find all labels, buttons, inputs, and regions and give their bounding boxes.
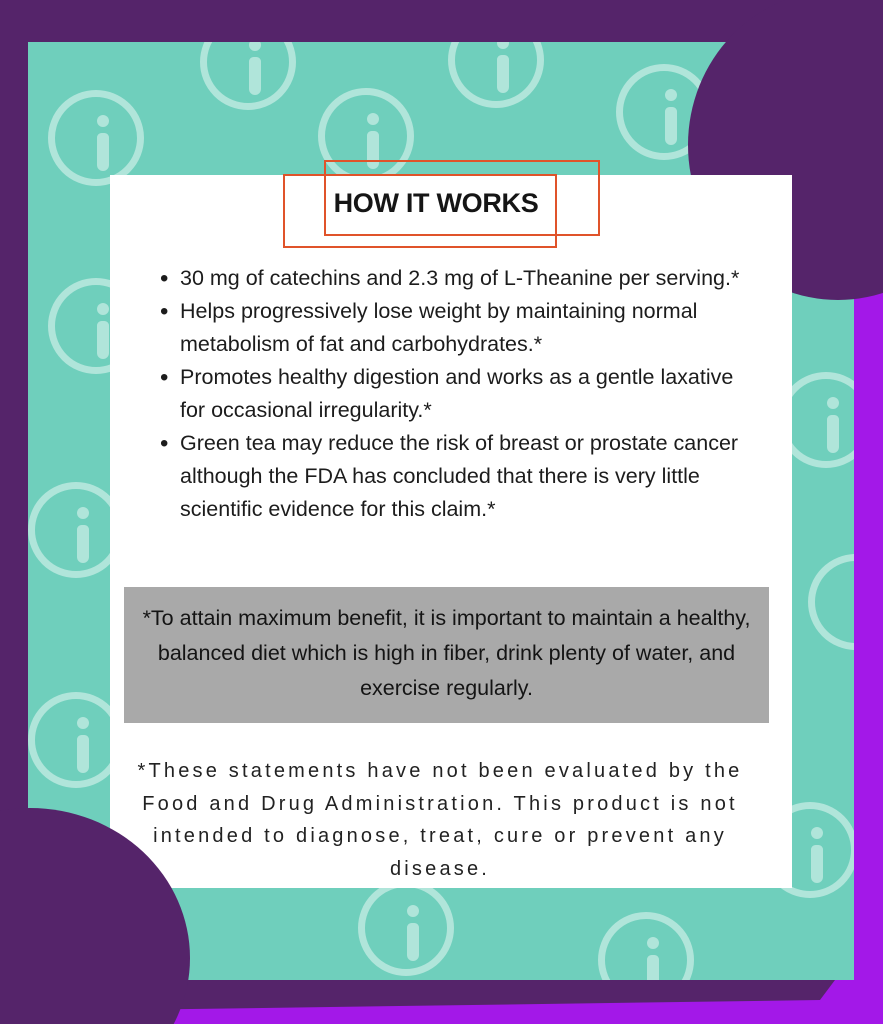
info-icon (48, 90, 144, 186)
list-item: • Green tea may reduce the risk of breast or prostate cancer although the FDA has concluded that there is very little scientific evidence for this claim.* (160, 427, 760, 526)
info-icon (448, 42, 544, 108)
benefit-note: *To attain maximum benefit, it is important to maintain a healthy, balanced diet which is high in fiber, drink plenty of water, and exercise regularly. (124, 587, 769, 723)
info-icon (358, 880, 454, 976)
list-item: • Promotes healthy digestion and works as a gentle laxative for occasional irregularity.* (160, 361, 760, 427)
info-icon (598, 912, 694, 980)
list-item: • Helps progressively lose weight by maintaining normal metabolism of fat and carbohydrates.* (160, 295, 760, 361)
info-icon (808, 554, 854, 650)
fda-disclaimer: *These statements have not been evaluated by the Food and Drug Administration. This product is not intended to diagnose, treat, cure or prevent any disease. (137, 760, 743, 880)
list-item: • 30 mg of catechins and 2.3 mg of L-Theanine per serving.* (160, 262, 760, 295)
page-title: HOW IT WORKS (333, 188, 539, 218)
benefits-list (160, 262, 760, 526)
info-icon (200, 42, 296, 110)
